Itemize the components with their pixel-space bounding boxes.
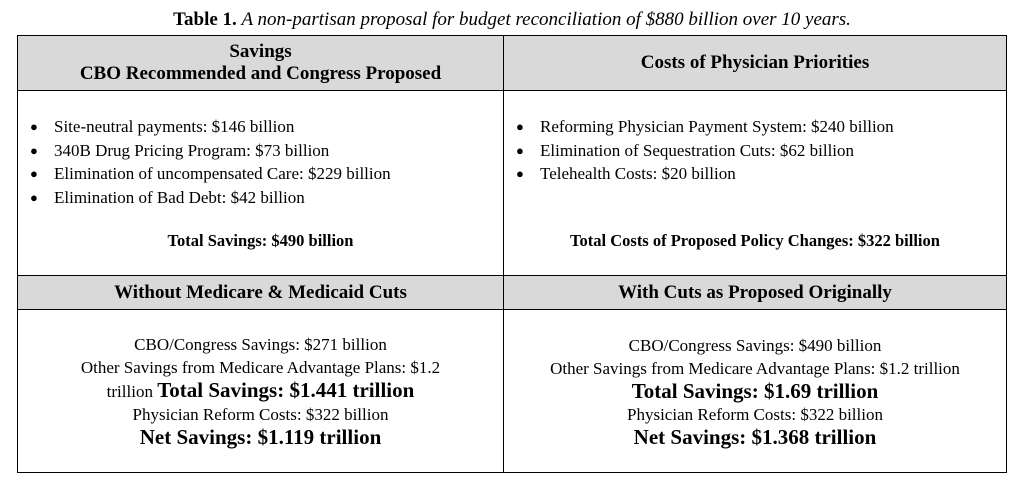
bullet-icon: ● <box>516 166 524 181</box>
with-cuts-cell <box>504 310 1007 473</box>
bullet-icon: ● <box>30 166 38 181</box>
bullet-icon: ● <box>516 119 524 134</box>
bullet-icon: ● <box>30 142 38 158</box>
summary-row <box>18 310 1007 473</box>
with-physician-costs: Physician Reform Costs: $322 billion <box>627 404 883 424</box>
costs-total: Total Costs of Proposed Policy Changes: $322 billion <box>570 231 940 250</box>
list-item: ● Elimination of uncompensated Care: $229 billion <box>28 162 391 186</box>
costs-list <box>514 115 894 186</box>
costs-cell <box>504 91 1007 276</box>
without-cbo-savings: CBO/Congress Savings: $271 billion <box>134 335 387 354</box>
savings-total: Total Savings: $490 billion <box>167 231 354 250</box>
list-item: ● Elimination of Bad Debt: $42 billion <box>28 186 391 210</box>
without-net-savings: Net Savings: $1.119 trillion <box>139 425 382 449</box>
caption-text: A non-partisan proposal for budget reconciliation of $880 billion over 10 years. <box>241 9 851 30</box>
with-ma-savings: Other Savings from Medicare Advantage Plans: $1.2 trillion <box>550 358 960 378</box>
with-net-savings: Net Savings: $1.368 trillion <box>633 424 877 449</box>
without-cuts-header <box>18 276 504 310</box>
bullet-icon: ● <box>30 119 38 134</box>
with-cbo-savings: CBO/Congress Savings: $490 billion <box>628 335 882 355</box>
list-item: ● 340B Drug Pricing Program: $73 billion <box>28 139 391 163</box>
items-row <box>18 91 1007 276</box>
with-total-savings: Total Savings: $1.69 trillion <box>631 378 879 403</box>
savings-cell <box>18 91 504 276</box>
savings-header <box>18 36 504 91</box>
caption-label: Table 1. <box>173 9 237 30</box>
header-row-top <box>18 36 1007 91</box>
savings-header-line1: Savings <box>229 41 292 62</box>
costs-header <box>504 36 1007 91</box>
header-row-bottom <box>18 276 1007 310</box>
savings-header-line2: CBO Recommended and Congress Proposed <box>79 63 442 84</box>
without-total-savings: Total Savings: $1.441 trillion <box>157 378 415 402</box>
budget-table <box>17 35 1007 473</box>
list-item: ● Reforming Physician Payment System: $240 billion <box>514 115 894 139</box>
bullet-icon: ● <box>30 189 38 205</box>
with-cuts-header-label: With Cuts as Proposed Originally <box>618 281 892 303</box>
list-item: ● Elimination of Sequestration Cuts: $62 billion <box>514 139 894 163</box>
without-physician-costs: Physician Reform Costs: $322 billion <box>132 405 389 424</box>
without-cuts-cell <box>18 310 504 473</box>
list-item: ● Telehealth Costs: $20 billion <box>514 162 894 186</box>
without-ma-savings-a: Other Savings from Medicare Advantage Plans: $1.2 <box>80 358 441 377</box>
without-cuts-header-label: Without Medicare & Medicaid Cuts <box>114 281 407 303</box>
savings-list <box>28 115 391 209</box>
costs-header-label: Costs of Physician Priorities <box>640 52 870 73</box>
list-item: ● Site-neutral payments: $146 billion <box>28 115 391 139</box>
bullet-icon: ● <box>516 142 524 158</box>
with-cuts-header <box>504 276 1007 310</box>
table-caption <box>0 8 1024 32</box>
without-ma-savings-b: trillion <box>106 382 153 401</box>
